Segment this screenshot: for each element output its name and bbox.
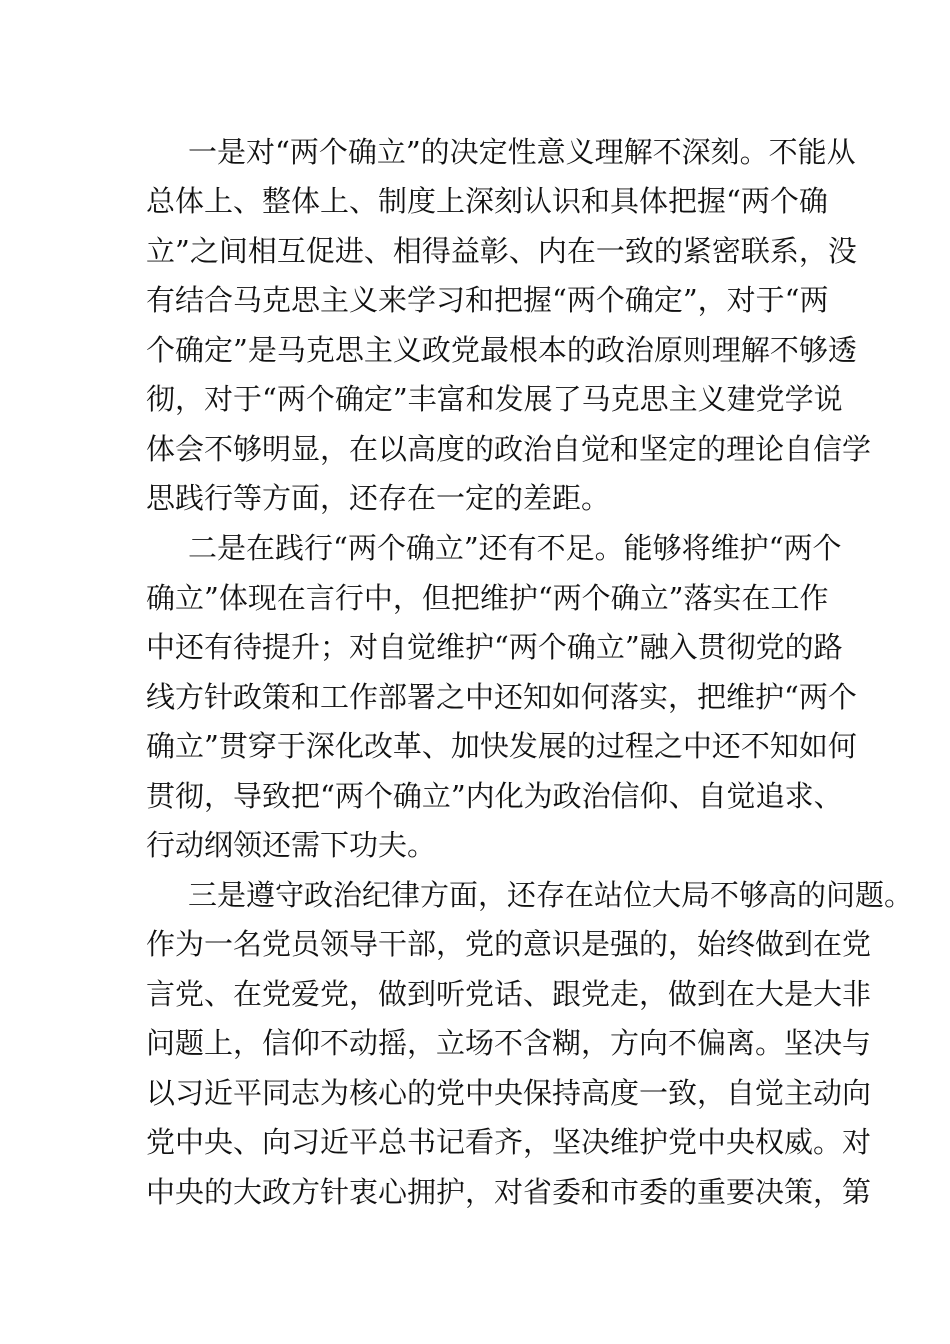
paragraph-1-line-7: 体会不够明显，在以高度的政治自觉和坚定的理论自信学 — [146, 432, 872, 466]
paragraph-1-line-6: 彻，对于“两个确定”丰富和发展了马克思主义建党学说 — [146, 382, 843, 416]
paragraph-2-line-3: 中还有待提升；对自觉维护“两个确立”融入贯彻党的路 — [146, 630, 843, 664]
paragraph-3-line-6: 党中央、向习近平总书记看齐，坚决维护党中央权威。对 — [146, 1125, 872, 1159]
paragraph-3-line-2: 作为一名党员领导干部，党的意识是强的，始终做到在党 — [146, 927, 872, 961]
paragraph-1-line-2: 总体上、整体上、制度上深刻认识和具体把握“两个确 — [146, 184, 828, 218]
paragraph-2-line-2: 确立”体现在言行中，但把维护“两个确立”落实在工作 — [146, 581, 829, 615]
paragraph-2-line-7: 行动纲领还需下功夫。 — [146, 828, 437, 862]
paragraph-2-line-5: 确立”贯穿于深化改革、加快发展的过程之中还不知如何 — [146, 729, 857, 763]
paragraph-3-line-7: 中央的大政方针衷心拥护，对省委和市委的重要决策，第 — [146, 1175, 872, 1209]
paragraph-1-line-1: 一是对“两个确立”的决定性意义理解不深刻。不能从 — [188, 135, 856, 169]
paragraph-1-line-8: 思践行等方面，还存在一定的差距。 — [146, 481, 611, 515]
paragraph-3-line-3: 言党、在党爱党，做到听党话、跟党走，做到在大是大非 — [146, 977, 872, 1011]
paragraph-1-line-4: 有结合马克思主义来学习和把握“两个确定”，对于“两 — [146, 283, 829, 317]
paragraph-3-line-1: 三是遵守政治纪律方面，还存在站位大局不够高的问题。 — [188, 878, 914, 912]
paragraph-3-line-5: 以习近平同志为核心的党中央保持高度一致，自觉主动向 — [146, 1076, 872, 1110]
paragraph-1-line-5: 个确定”是马克思主义政党最根本的政治原则理解不够透 — [146, 333, 857, 367]
paragraph-2-line-6: 贯彻，导致把“两个确立”内化为政治信仰、自觉追求、 — [146, 779, 843, 813]
paragraph-3-line-4: 问题上，信仰不动摇，立场不含糊，方向不偏离。坚决与 — [146, 1026, 872, 1060]
paragraph-2-line-4: 线方针政策和工作部署之中还知如何落实，把维护“两个 — [146, 680, 857, 714]
paragraph-2-line-1: 二是在践行“两个确立”还有不足。能够将维护“两个 — [188, 531, 842, 565]
paragraph-1-line-3: 立”之间相互促进、相得益彰、内在一致的紧密联系，没 — [146, 234, 857, 268]
